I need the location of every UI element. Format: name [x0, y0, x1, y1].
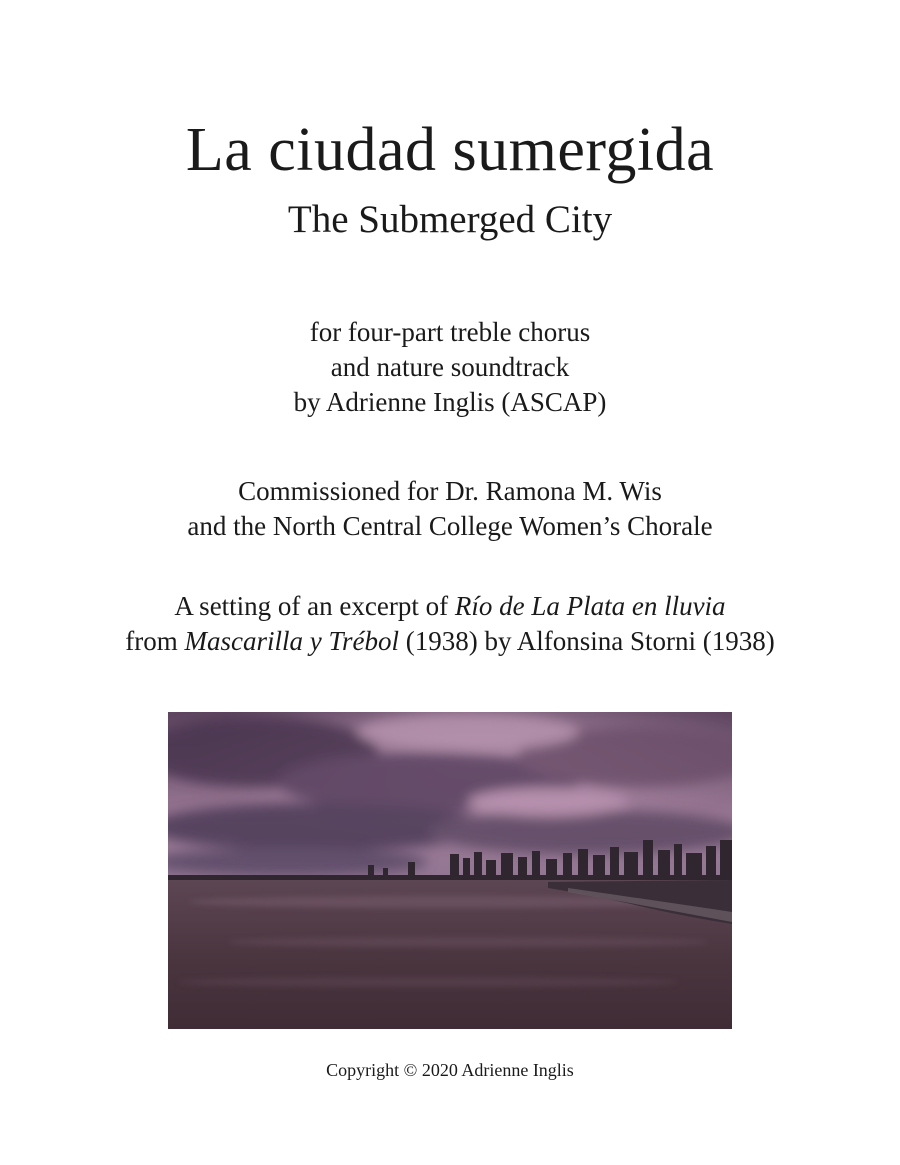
- book-title: Mascarilla y Trébol: [184, 626, 399, 656]
- copyright-notice: Copyright © 2020 Adrienne Inglis: [326, 1060, 574, 1080]
- subtitle: The Submerged City: [287, 198, 613, 241]
- title: La ciudad sumergida: [185, 116, 715, 184]
- source-line-1-prefix: A setting of an excerpt of: [174, 591, 455, 621]
- source-line-2-suffix: (1938) by Alfonsina Storni (1938): [399, 626, 775, 656]
- poem-title: Río de La Plata en lluvia: [454, 591, 726, 621]
- text-source-info: [0, 589, 900, 659]
- source-line-1: [0, 589, 900, 624]
- composer-line: by Adrienne Inglis (ASCAP): [293, 387, 607, 417]
- commission-line-1: Commissioned for Dr. Ramona M. Wis: [238, 476, 662, 506]
- commission-line-2: and the North Central College Women’s Chorale: [187, 511, 713, 541]
- scoring-line-1: for four-part treble chorus: [309, 317, 591, 347]
- source-line-2: [0, 624, 900, 659]
- scoring-info: [0, 315, 900, 420]
- scoring-line-2: and nature soundtrack: [330, 352, 570, 382]
- commission-info: [0, 474, 900, 544]
- cover-photo: [168, 712, 732, 1029]
- river-skyline-photo: [168, 712, 732, 1029]
- source-line-2-prefix: from: [125, 626, 185, 656]
